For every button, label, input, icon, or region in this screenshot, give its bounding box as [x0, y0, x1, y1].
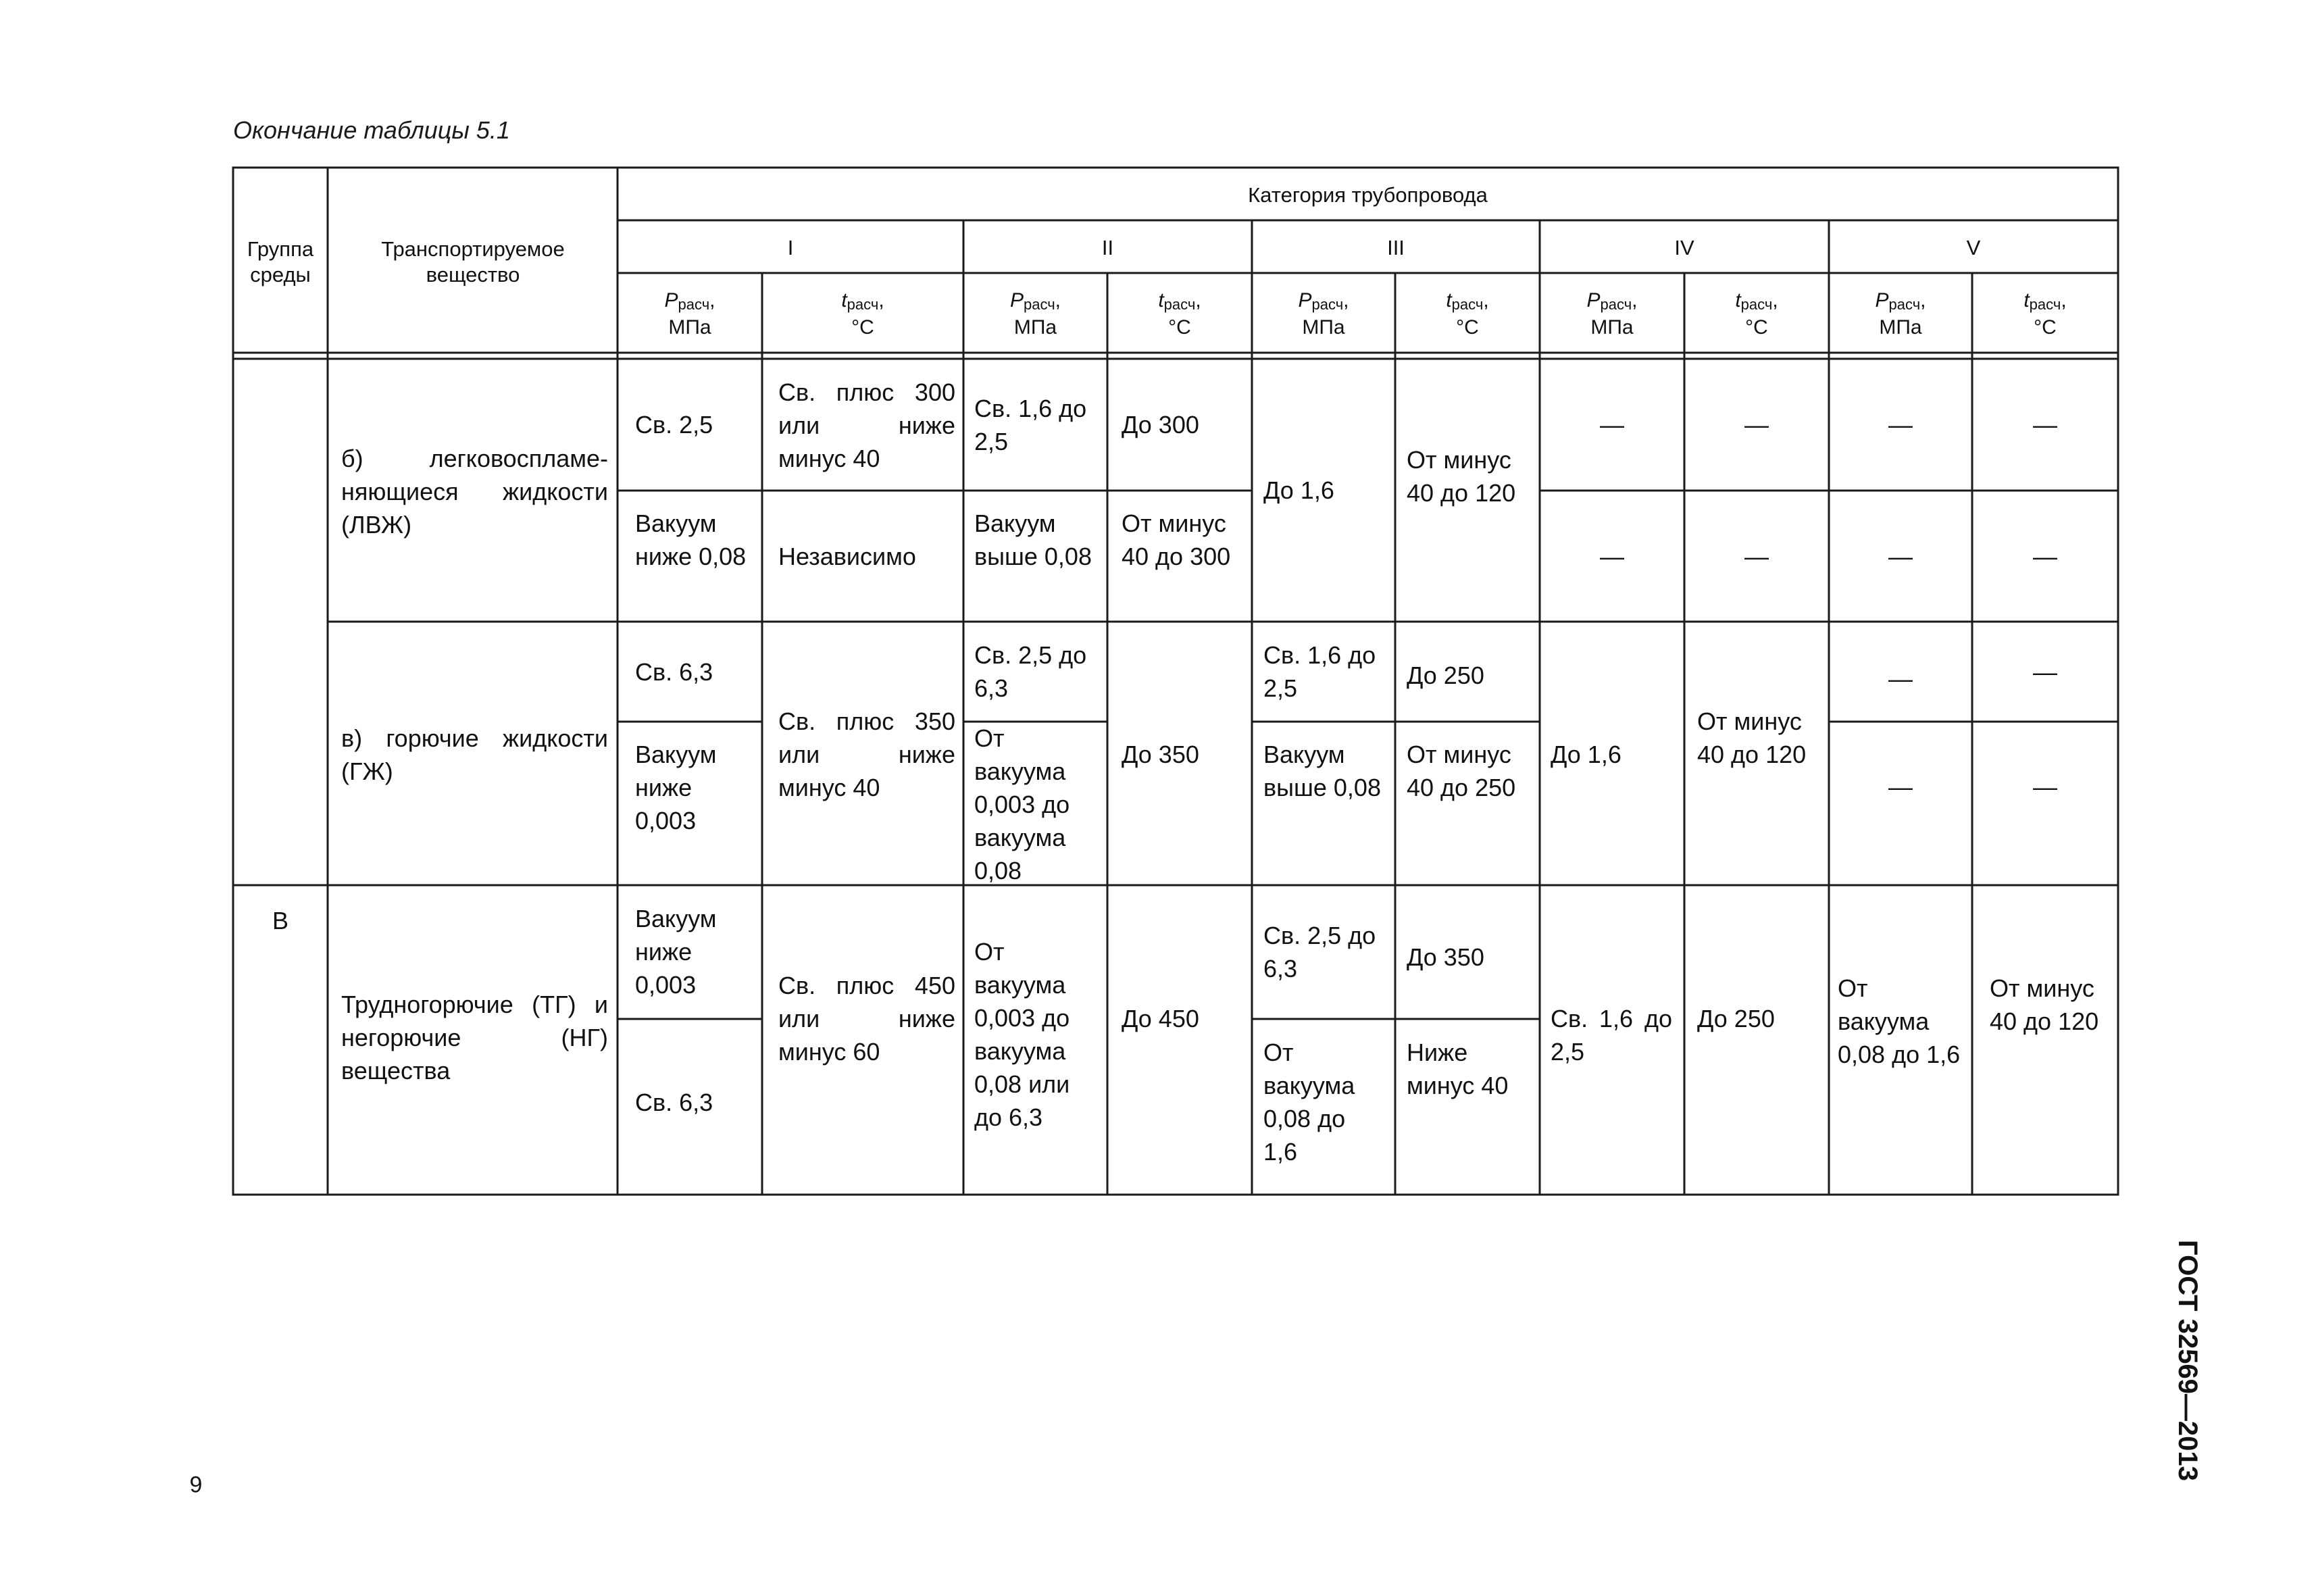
v2-p-i: Св. 6,3	[635, 1089, 713, 1116]
c2-t-v: —	[2033, 773, 2057, 801]
b1-t-i: Св. плюс 300 или ниже минус 40	[778, 378, 955, 472]
v-p-v: От вакуума 0,08 до 1,6	[1838, 974, 1961, 1068]
c1-t-v: —	[2033, 658, 2057, 686]
b2-p-ii: Вакуум выше 0,08	[974, 509, 1092, 570]
c1-p-ii: Св. 2,5 до 6,3	[974, 641, 1087, 702]
subheader-t-ii: $t_{расч}$, °С	[1158, 289, 1201, 339]
b1-t-iv: —	[1744, 411, 1769, 439]
subheader-p-ii: $P_{расч}$, МПа	[1009, 289, 1061, 339]
v1-p-iii: Св. 2,5 до 6,3	[1263, 922, 1376, 982]
b1-t-ii: До 300	[1122, 411, 1199, 439]
v-t-iv-text: До 250	[1697, 1005, 1775, 1032]
group-v: В	[272, 907, 288, 934]
v1-p-i: Вакуум ниже 0,003	[635, 905, 717, 999]
b1-t-v: —	[2033, 411, 2057, 439]
subheader-p-v: $P_{расч}$, МПа	[1875, 289, 1926, 339]
v-p-iv: Св. 1,6 до 2,5	[1551, 1005, 1672, 1066]
b1-p-v: —	[1888, 411, 1913, 439]
subheader-t-i: $t_{расч}$, °С	[841, 289, 884, 339]
c-t-i: Св. плюс 350 или ниже минус 40	[778, 707, 955, 801]
b2-t-ii: От минус 40 до 300	[1122, 509, 1231, 570]
header-substance: Транспортируемое вещество	[381, 237, 565, 286]
table-caption: Окончание таблицы 5.1	[233, 116, 510, 144]
substance-c-label: в) горючие жидкости (ГЖ)	[341, 724, 608, 785]
c2-p-ii: От вакуума 0,003 до вакуума 0,08	[974, 724, 1070, 884]
subheader-t-iii: $t_{расч}$, °С	[1446, 289, 1489, 339]
c-t-iv: От минус 40 до 120	[1697, 707, 1807, 768]
c-t-ii: До 350	[1122, 741, 1199, 768]
c1-p-i: Св. 6,3	[635, 658, 713, 686]
category-v: V	[1966, 236, 1981, 259]
category-i: I	[787, 236, 794, 259]
subheader-p-i: $P_{расч}$, МПа	[664, 289, 715, 339]
substance-v-label: Трудногорючие (ТГ) и негорючие (НГ) вещества	[341, 991, 608, 1084]
page-number: 6	[189, 1471, 203, 1497]
b2-t-i: Независимо	[778, 543, 916, 570]
c1-t-iii: До 250	[1407, 662, 1484, 689]
c2-p-v: —	[1888, 773, 1913, 801]
category-ii: II	[1101, 236, 1114, 259]
b2-p-iv: —	[1600, 543, 1624, 570]
c-p-iv: До 1,6	[1551, 741, 1621, 768]
b2-p-v: —	[1888, 543, 1913, 570]
b2-t-iv: —	[1744, 543, 1769, 570]
c1-p-v: —	[1888, 665, 1913, 693]
b1-p-i: Св. 2,5	[635, 411, 713, 439]
document-code: ГОСТ 32569—2013	[2173, 1240, 2203, 1481]
c2-p-i: Вакуум ниже 0,003	[635, 741, 717, 834]
substance-b-label: б) легковоспламеняющиеся жидкости (ЛВЖ)	[341, 445, 608, 539]
b-p-iii: До 1,6	[1263, 476, 1334, 504]
b-t-iii: От минус 40 до 120	[1407, 446, 1516, 507]
v2-p-iii: От вакуума 0,08 до 1,6	[1263, 1039, 1355, 1166]
subheader-t-iv: $t_{расч}$, °С	[1735, 289, 1778, 339]
header-category: Категория трубопровода	[1248, 183, 1488, 207]
subheader-p-iv: $P_{расч}$, МПа	[1586, 289, 1638, 339]
c2-t-iii: От минус 40 до 250	[1407, 741, 1516, 801]
v1-t-iii: До 350	[1407, 943, 1484, 971]
b1-p-iv: —	[1600, 411, 1624, 439]
v-t-i: Св. плюс 450 или ниже минус 60	[778, 972, 955, 1066]
category-iv: IV	[1674, 236, 1694, 259]
c1-p-iii: Св. 1,6 до 2,5	[1263, 641, 1376, 702]
category-iii: III	[1387, 236, 1405, 259]
c2-p-iii: Вакуум выше 0,08	[1263, 741, 1381, 801]
v-t-v: От минус 40 до 120	[1990, 974, 2099, 1035]
b1-p-ii: Св. 1,6 до 2,5	[974, 395, 1087, 455]
subheader-p-iii: $P_{расч}$, МПа	[1298, 289, 1349, 339]
b2-t-v: —	[2033, 543, 2057, 570]
v2-t-iii: Ниже минус 40	[1407, 1039, 1509, 1099]
v-p-ii: От вакуума 0,003 до вакуума 0,08 или до 6,3	[974, 938, 1070, 1131]
header-group: Группа среды	[247, 237, 314, 286]
subheader-t-v: $t_{расч}$, °С	[2023, 289, 2067, 339]
v-t-ii: До 450	[1122, 1005, 1199, 1032]
b2-p-i: Вакуум ниже 0,08	[635, 509, 747, 570]
